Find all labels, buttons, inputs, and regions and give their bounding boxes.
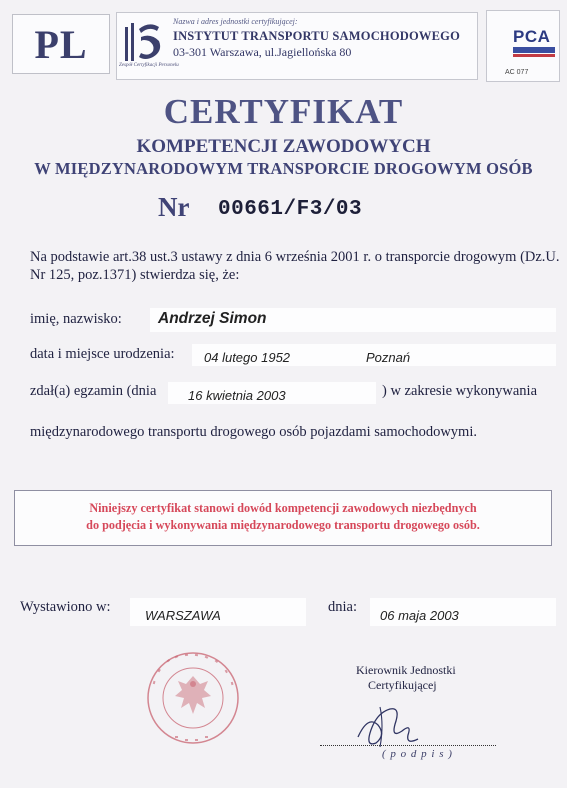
handwritten-signature-icon [350, 695, 430, 755]
certificate-subtitle-1: KOMPETENCJI ZAWODOWYCH [136, 136, 431, 157]
certificate-number: 00661/F3/03 [218, 198, 363, 221]
issue-place-label: Wystawiono w: [20, 599, 111, 615]
name-value: Andrzej Simon [158, 310, 267, 327]
issue-place-value: WARSZAWA [145, 608, 221, 623]
institute-logo-icon [123, 19, 167, 65]
official-stamp-icon [145, 650, 241, 746]
accreditation-code: AC 077 [505, 69, 529, 76]
pca-logo: PCA [513, 27, 551, 46]
name-label: imię, nazwisko: [30, 311, 122, 327]
exam-suffix: ) w zakresie wykonywania [382, 383, 538, 399]
birth-place: Poznań [366, 350, 411, 365]
institute-address: 03-301 Warszawa, ul.Jagiellońska 80 [173, 45, 352, 59]
signature-line [320, 745, 496, 746]
pca-logo-stripe-icon [513, 54, 555, 57]
number-label: Nr [158, 192, 190, 222]
exam-date: 16 kwietnia 2003 [188, 388, 286, 403]
notice-line-1: Niniejszy certyfikat stanowi dowód kompetencji zawodowych niezbędnych [89, 501, 477, 515]
institute-caption: Nazwa i adres jednostki certyfikującej: [173, 17, 298, 26]
signatory-role-line-2: Certyfikującej [368, 678, 437, 692]
notice-line-2: do podjęcia i wykonywania międzynarodowego transportu drogowego osób. [86, 518, 480, 532]
legal-basis-text: Na podstawie art.38 ust.3 ustawy z dnia 6 września 2001 r. o transporcie drogowym (Dz.U. Nr 125, poz.1371) stwierdza się, że: [30, 249, 560, 283]
certificate-title: CERTYFIKAT [163, 92, 404, 131]
notice-box [14, 490, 552, 546]
issue-date-value: 06 maja 2003 [380, 608, 459, 623]
scope-text: międzynarodowego transportu drogowego osób pojazdami samochodowymi. [30, 424, 477, 440]
country-code-box [12, 14, 110, 74]
issue-date-label: dnia: [328, 599, 357, 615]
birth-label: data i miejsce urodzenia: [30, 346, 175, 362]
institute-header [116, 12, 478, 80]
accreditation-box [486, 10, 560, 82]
exam-label: zdał(a) egzamin (dnia [30, 383, 157, 399]
institute-name: INSTYTUT TRANSPORTU SAMOCHODOWEGO [173, 29, 460, 43]
birth-date: 04 lutego 1952 [204, 350, 291, 365]
signatory-role-line-1: Kierownik Jednostki [356, 663, 456, 677]
pca-logo-bar-icon [513, 47, 555, 53]
institute-logo-caption: Zespół Certyfikacji Personelu [119, 63, 179, 68]
signature-caption: ( p o d p i s ) [382, 748, 453, 760]
country-code: PL [34, 21, 88, 67]
certificate-subtitle-2: W MIĘDZYNARODOWYM TRANSPORCIE DROGOWYM OSÓB [34, 159, 533, 178]
